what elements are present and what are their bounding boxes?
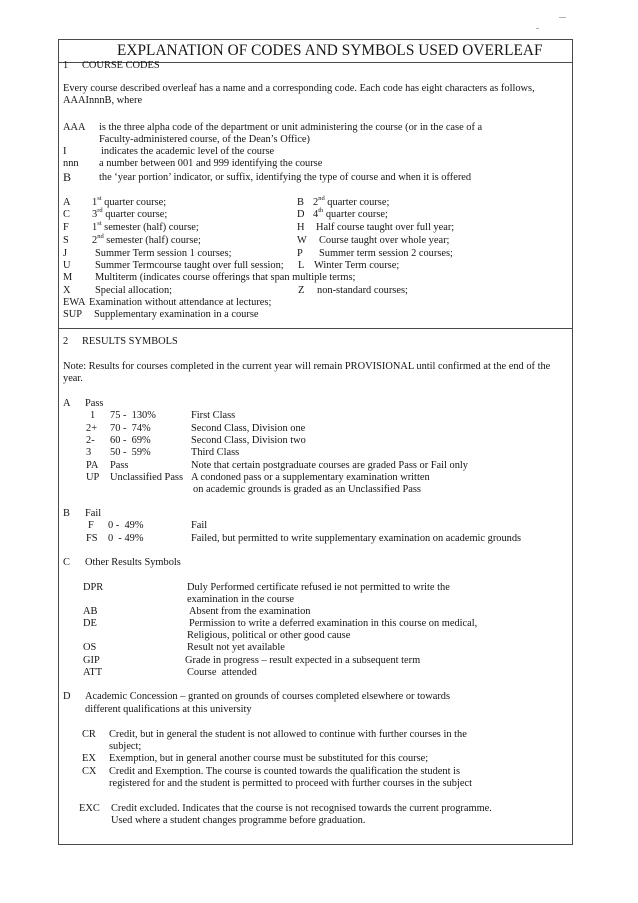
suffix-code: M	[63, 272, 73, 283]
code-part-code: I	[63, 146, 67, 157]
group-label: Fail	[85, 508, 102, 519]
result-symbol: OS	[83, 642, 97, 653]
result-range: 70 - 74%	[110, 423, 151, 434]
result-symbol: 3	[86, 447, 92, 458]
extra-code: SUP	[63, 309, 83, 320]
suffix-desc: Multiterm (indicates course offerings that span multiple terms;	[95, 272, 356, 283]
suffix-desc: 2nd quarter course;	[313, 194, 390, 208]
result-symbol: 1	[90, 410, 96, 421]
code-part-desc: is the three alpha code of the department or unit administering the course (or in the case of a	[99, 122, 483, 133]
result-desc: Credit, but in general the student is not allowed to continue with further courses in the	[109, 729, 467, 740]
result-desc: Grade in progress – result expected in a subsequent term	[185, 655, 421, 666]
result-range: Unclassified Pass	[110, 472, 184, 483]
group-letter: A	[63, 398, 71, 409]
result-symbol: DE	[83, 618, 97, 629]
suffix-code: X	[63, 285, 71, 296]
result-symbol: UP	[86, 472, 100, 483]
suffix-code: H	[297, 222, 305, 233]
code-part-desc: the ‘year portion’ indicator, or suffix, identifying the type of course and when it is offered	[99, 172, 472, 183]
suffix-code: F	[63, 222, 69, 233]
result-range: 0 - 49%	[108, 533, 144, 544]
group-letter: C	[63, 557, 70, 568]
result-desc: Permission to write a deferred examination in this course on medical,	[189, 618, 478, 629]
section-2-heading: RESULTS SYMBOLS	[82, 336, 178, 347]
result-desc: Fail	[191, 520, 208, 531]
suffix-code: P	[297, 248, 303, 259]
result-desc: Credit excluded. Indicates that the course is not recognised towards the current programme.	[111, 803, 492, 814]
result-range: 75 - 130%	[110, 410, 156, 421]
group-letter: B	[63, 508, 70, 519]
result-desc: on academic grounds is graded as an Unclassified Pass	[193, 484, 421, 495]
result-desc: Exemption, but in general another course must be substituted for this course;	[109, 753, 429, 764]
result-symbol: EX	[82, 753, 96, 764]
result-symbol: EXC	[79, 803, 100, 814]
result-symbol: FS	[86, 533, 98, 544]
result-desc: Second Class, Division one	[191, 423, 306, 434]
suffix-desc: 3rd quarter course;	[92, 206, 168, 220]
result-symbol: CX	[82, 766, 97, 777]
result-symbol: ATT	[83, 667, 103, 678]
code-part-desc: indicates the academic level of the course	[101, 146, 275, 157]
result-desc: Second Class, Division two	[191, 435, 306, 446]
code-part-code: B	[63, 170, 72, 184]
suffix-code: C	[63, 209, 70, 220]
result-symbol: AB	[83, 606, 98, 617]
suffix-desc: 1st quarter course;	[92, 194, 167, 208]
suffix-code: A	[63, 197, 71, 208]
extra-code-desc: Supplementary examination in a course	[94, 309, 259, 320]
scan-mark	[536, 28, 539, 29]
suffix-code: B	[297, 197, 304, 208]
result-desc: Absent from the examination	[189, 606, 311, 617]
section-divider	[58, 328, 573, 329]
result-desc: Failed, but permitted to write supplementary examination on academic grounds	[191, 533, 522, 544]
group-label: Other Results Symbols	[85, 557, 181, 568]
code-part-code: nnn	[63, 158, 79, 169]
suffix-desc: 2nd semester (half) course;	[92, 232, 201, 246]
group-label: Academic Concession – granted on grounds of courses completed elsewhere or towards	[85, 691, 451, 702]
group-letter: D	[63, 691, 71, 702]
result-desc: examination in the course	[187, 594, 295, 605]
page-title: EXPLANATION OF CODES AND SYMBOLS USED OVERLEAF	[117, 42, 543, 59]
code-part-desc: Faculty-administered course, of the Dean’s Office)	[99, 134, 311, 145]
result-desc: registered for and the student is permitted to proceed with further courses in the subject	[109, 778, 472, 789]
result-range: 0 - 49%	[108, 520, 144, 531]
suffix-desc: Special allocation;	[95, 285, 173, 296]
result-desc: Third Class	[191, 447, 240, 458]
suffix-desc: 1st semester (half) course;	[92, 219, 199, 233]
result-symbol: 2+	[86, 423, 98, 434]
group-label: Pass	[85, 398, 104, 409]
suffix-code: S	[63, 235, 69, 246]
result-symbol: CR	[82, 729, 96, 740]
section-2-number: 2	[63, 336, 69, 347]
result-symbol: F	[88, 520, 94, 531]
suffix-code: Z	[298, 285, 305, 296]
result-desc: First Class	[191, 410, 236, 421]
result-range: 60 - 69%	[110, 435, 151, 446]
section-1-intro: Every course described overleaf has a name and a corresponding code. Each code has eight characters as follows, AAAInnnB, where	[63, 83, 535, 106]
suffix-desc: Course taught over whole year;	[319, 235, 450, 246]
provisional-note: Note: Results for courses completed in the current year will remain PROVISIONAL until confirmed at the end of the year.	[63, 361, 551, 384]
group-label: different qualifications at this university	[85, 704, 252, 715]
result-desc: Note that certain postgraduate courses are graded Pass or Fail only	[191, 460, 468, 471]
suffix-desc: 4th quarter course;	[313, 206, 388, 220]
extra-code: EWA	[63, 297, 86, 308]
suffix-code: W	[297, 235, 307, 246]
suffix-code: J	[63, 248, 68, 259]
suffix-desc: Half course taught over full year;	[316, 222, 455, 233]
result-desc: Result not yet available	[187, 642, 285, 653]
result-range: Pass	[110, 460, 129, 471]
result-desc: subject;	[109, 741, 142, 752]
result-desc: Course attended	[187, 667, 257, 678]
suffix-code: U	[63, 260, 71, 271]
code-part-desc: a number between 001 and 999 identifying the course	[99, 158, 323, 169]
suffix-desc: Winter Term course;	[314, 260, 400, 271]
scan-mark	[559, 17, 566, 18]
result-symbol: PA	[86, 460, 99, 471]
suffix-code: D	[297, 209, 305, 220]
code-part-code: AAA	[63, 122, 86, 133]
extra-code-desc: Examination without attendance at lectures;	[89, 297, 272, 308]
result-desc: Credit and Exemption. The course is counted towards the qualification the student is	[109, 766, 460, 777]
result-desc: Religious, political or other good cause	[187, 630, 351, 641]
result-desc: Used where a student changes programme before graduation.	[111, 815, 366, 826]
section-1-number: 1	[63, 60, 69, 71]
result-desc: A condoned pass or a supplementary examination written	[191, 472, 430, 483]
suffix-code: L	[298, 260, 305, 271]
result-symbol: GIP	[83, 655, 100, 666]
suffix-desc: Summer Termcourse taught over full session;	[95, 260, 284, 271]
suffix-desc: Summer Term session 1 courses;	[95, 248, 232, 259]
suffix-desc: non-standard courses;	[317, 285, 408, 296]
result-desc: Duly Performed certificate refused ie not permitted to write the	[187, 582, 450, 593]
result-range: 50 - 59%	[110, 447, 151, 458]
suffix-desc: Summer term session 2 courses;	[319, 248, 453, 259]
result-symbol: 2-	[86, 435, 95, 446]
section-1-heading: COURSE CODES	[82, 60, 160, 71]
result-symbol: DPR	[83, 582, 104, 593]
